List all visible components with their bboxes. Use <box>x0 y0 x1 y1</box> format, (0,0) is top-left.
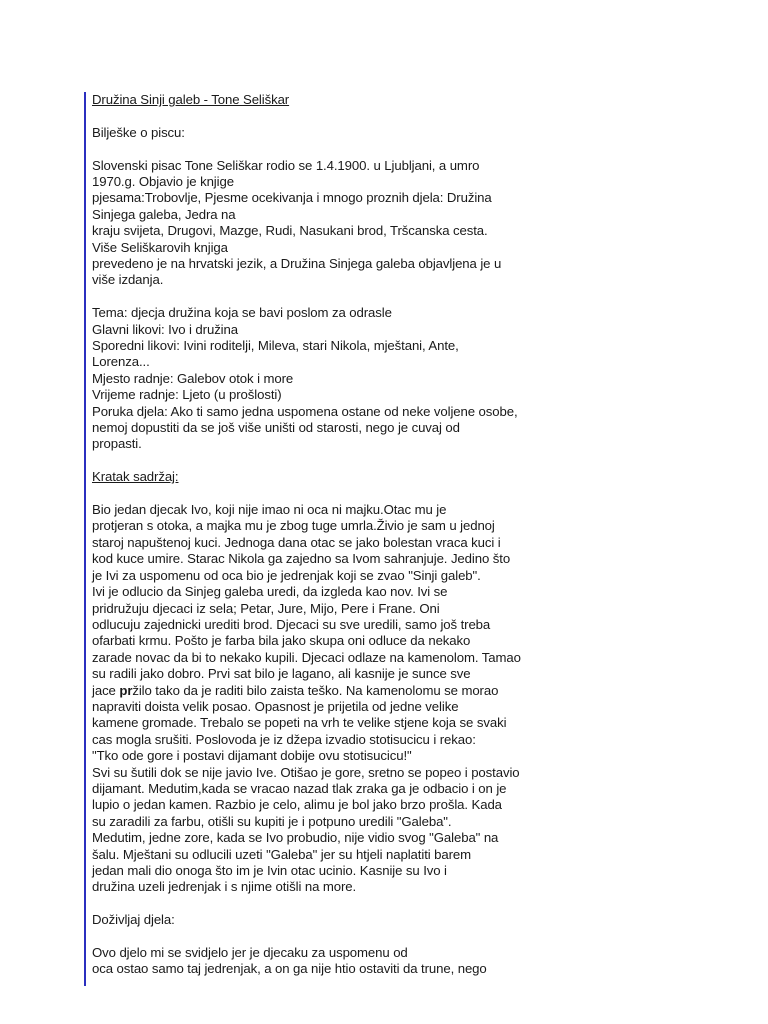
text-line: Mjesto radnje: Galebov otok i more <box>92 370 294 386</box>
text-line: ofarbati krmu. Pošto je farba bila jako skupa oni odluce da nekako <box>92 633 471 649</box>
text-line: su radili jako dobro. Prvi sat bilo je lagano, ali kasnije je sunce sve <box>92 666 471 682</box>
text-line: družina uzeli jedrenjak i s njime otišli na more. <box>92 879 357 895</box>
text-line: Poruka djela: Ako ti samo jedna uspomena ostane od neke voljene osobe, <box>92 403 518 419</box>
summary-heading: Kratak sadržaj: <box>92 469 179 485</box>
text-line: Više Seliškarovih knjiga <box>92 239 228 255</box>
text-segment: žilo tako da je raditi bilo zaista teško. Na kamenolomu se morao <box>132 682 499 698</box>
text-segment: jace <box>92 682 120 698</box>
text-line: Medutim, jedne zore, kada se Ivo probudio, nije vidio svog "Galeba" na <box>92 830 499 846</box>
experience-heading: Doživljaj djela: <box>92 912 175 928</box>
text-line: staroj napuštenoj kuci. Jednoga dana otac se jako bolestan vraca kuci i <box>92 534 501 550</box>
text-line: protjeran s otoka, a majka mu je zbog tuge umrla.Živio je sam u jednoj <box>92 518 495 534</box>
notes-heading: Bilješke o piscu: <box>92 124 185 140</box>
text-line: Glavni likovi: Ivo i družina <box>92 321 238 337</box>
info-paragraph <box>92 305 744 453</box>
text-line: "Tko ode gore i postavi dijamant dobije ovu stotisucicu!" <box>92 748 412 764</box>
text-line: 1970.g. Objavio je knjige <box>92 174 234 189</box>
spacer <box>92 289 744 305</box>
spacer <box>92 108 744 124</box>
bio-paragraph <box>92 158 744 289</box>
text-line: Ivi je odlucio da Sinjeg galeba uredi, da izgleda kao nov. Ivi se <box>92 584 448 600</box>
spacer <box>92 486 744 502</box>
text-line-mixed <box>92 683 744 699</box>
text-line: Ovo djelo mi se svidjelo jer je djecaku za uspomenu od <box>92 945 408 961</box>
document-title: Družina Sinji galeb - Tone Seliškar <box>92 92 290 107</box>
text-line: prevedeno je na hrvatski jezik, a Družina Sinjega galeba objavljena je u <box>92 256 502 272</box>
text-line: zarade novac da bi to nekako kupili. Djecaci odlaze na kamenolom. Tamao <box>92 649 521 665</box>
text-line: oca ostao samo taj jedrenjak, a on ga nije htio ostaviti da trune, nego <box>92 961 487 977</box>
text-line: napraviti doista velik posao. Opasnost je prijetila od jedne velike <box>92 698 459 714</box>
experience-paragraph <box>92 945 744 978</box>
spacer <box>92 896 744 912</box>
text-line: su zaradili za farbu, otišli su kupiti je i potpuno uredili "Galeba". <box>92 813 452 829</box>
text-line: lupio o jedan kamen. Razbio je celo, alimu je bol jako brzo prošla. Kada <box>92 797 502 813</box>
text-line: Slovenski pisac Tone Seliškar rodio se 1.4.1900. u Ljubljani, a umro <box>92 157 480 173</box>
text-line: kraju svijeta, Drugovi, Mazge, Rudi, Nasukani brod, Tršcanska cesta. <box>92 223 488 239</box>
text-line: nemoj dopustiti da se još više uništi od starosti, nego je cuvaj od <box>92 420 460 436</box>
text-line: cas mogla srušiti. Poslovoda je iz džepa izvadio stotisucicu i rekao: <box>92 731 476 747</box>
document-page <box>84 92 744 986</box>
text-line: Sinjega galeba, Jedra na <box>92 206 236 222</box>
text-line: Vrijeme radnje: Ljeto (u prošlosti) <box>92 387 282 403</box>
text-line: je Ivi za uspomenu od oca bio je jedrenjak koji se zvao "Sinji galeb". <box>92 567 481 583</box>
text-line: Lorenza... <box>92 354 150 370</box>
spacer <box>92 141 744 157</box>
text-line: Bio jedan djecak Ivo, koji nije imao ni oca ni majku.Otac mu je <box>92 502 447 518</box>
spacer <box>92 929 744 945</box>
spacer <box>92 453 744 469</box>
text-line: pjesama:Trobovlje, Pjesme ocekivanja i mnogo proznih djela: Družina <box>92 190 492 206</box>
summary-paragraph <box>92 502 744 896</box>
text-line: kod kuce umire. Starac Nikola ga zajedno sa Ivom sahranjuje. Jedino što <box>92 551 511 567</box>
text-line: više izdanja. <box>92 272 164 288</box>
text-line: Sporedni likovi: Ivini roditelji, Mileva, stari Nikola, mještani, Ante, <box>92 338 459 354</box>
text-line: pridružuju djecaci iz sela; Petar, Jure, Mijo, Pere i Frane. Oni <box>92 600 440 616</box>
text-line: Svi su šutili dok se nije javio Ive. Otišao je gore, sretno se popeo i postavio <box>92 764 520 780</box>
text-line: propasti. <box>92 436 142 452</box>
bold-text-segment: pr <box>119 682 133 698</box>
text-line: Tema: djecja družina koja se bavi poslom za odrasle <box>92 305 392 321</box>
text-line: kamene gromade. Trebalo se popeti na vrh te velike stjene koja se svaki <box>92 715 507 731</box>
text-line: šalu. Mještani su odlucili uzeti "Galeba" jer su htjeli naplatiti barem <box>92 846 472 862</box>
text-line: odlucuju zajednicki urediti brod. Djecaci su sve uredili, samo još treba <box>92 616 491 632</box>
text-line: jedan mali dio onoga što im je Ivin otac ucinio. Kasnije su Ivo i <box>92 863 447 879</box>
text-line: dijamant. Medutim,kada se vracao nazad tlak zraka ga je odbacio i on je <box>92 780 507 796</box>
